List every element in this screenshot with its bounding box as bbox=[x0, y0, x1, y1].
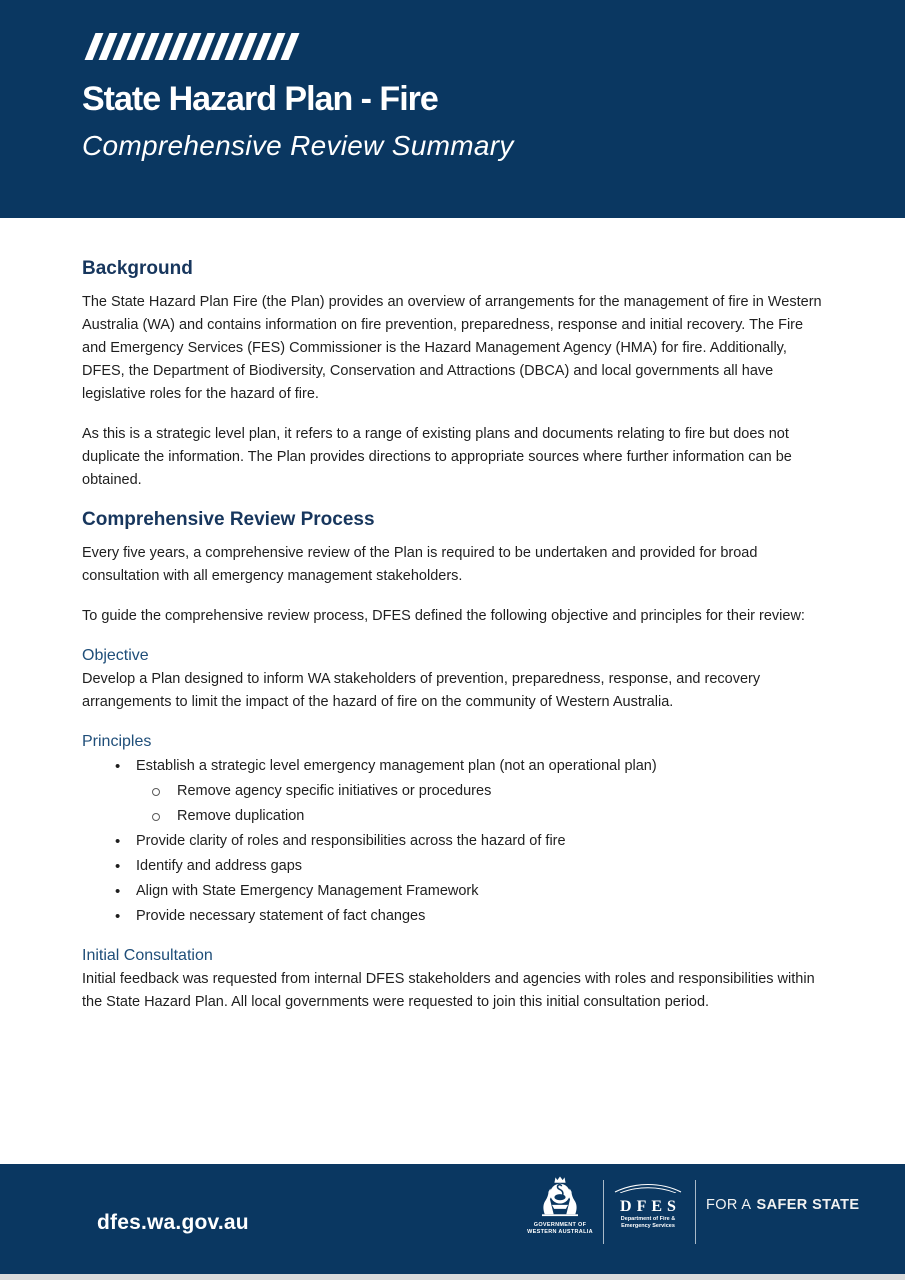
paragraph-review-1: Every five years, a comprehensive review of the Plan is required to be undertaken and provided for broad consultation with all emergency management stakeholders. bbox=[82, 545, 758, 584]
document-body bbox=[82, 244, 828, 1031]
principles-bullet-list bbox=[82, 755, 828, 928]
document-subtitle: Comprehensive Review Summary bbox=[82, 130, 514, 161]
dfes-caption: Department of Fire & Emergency Services bbox=[620, 1216, 676, 1229]
wa-crest-icon bbox=[533, 1176, 587, 1222]
paragraph-review-2: To guide the comprehensive review process, DFES defined the following objective and principles for their review: bbox=[82, 608, 805, 624]
footer-divider bbox=[695, 1180, 696, 1244]
paragraph-initial-consultation: Initial feedback was requested from internal DFES stakeholders and agencies with roles and responsibilities within the State Hazard Plan. All local governments were requested to join this initial consultation period. bbox=[82, 971, 815, 1010]
document-header bbox=[0, 0, 905, 218]
section-heading-background: Background bbox=[82, 258, 193, 279]
slashes-decoration-icon bbox=[90, 33, 300, 60]
sub-bullet-item: Remove duplication bbox=[82, 805, 828, 828]
section-heading-review-process: Comprehensive Review Process bbox=[82, 509, 375, 530]
document-title: State Hazard Plan - Fire bbox=[82, 80, 438, 118]
subsection-heading-objective: Objective bbox=[82, 647, 149, 664]
bullet-item: • Provide necessary statement of fact changes bbox=[82, 905, 828, 928]
paragraph-background-2: As this is a strategic level plan, it refers to a range of existing plans and documents relating to fire but does not duplicate the information. The Plan provides directions to appropriate sources where further information can be obtained. bbox=[82, 426, 792, 488]
bullet-item: • Establish a strategic level emergency management plan (not an operational plan) bbox=[82, 755, 828, 778]
sub-bullet-item: Remove agency specific initiatives or procedures bbox=[82, 780, 828, 803]
page-bottom-edge bbox=[0, 1274, 905, 1280]
footer-divider bbox=[603, 1180, 604, 1244]
wa-government-caption: GOVERNMENT OF WESTERN AUSTRALIA bbox=[527, 1222, 593, 1235]
subsection-heading-principles: Principles bbox=[82, 733, 152, 750]
wa-government-logo bbox=[527, 1176, 593, 1236]
bullet-item: • Identify and address gaps bbox=[82, 855, 828, 878]
dfes-arcs-icon bbox=[613, 1181, 683, 1193]
bullet-item: • Align with State Emergency Management Framework bbox=[82, 880, 828, 903]
bullet-item: • Provide clarity of roles and responsibilities across the hazard of fire bbox=[82, 830, 828, 853]
paragraph-background-1: The State Hazard Plan Fire (the Plan) provides an overview of arrangements for the management of fire in Western Australia (WA) and contains information on fire prevention, preparedness, response and initial recovery. The Fire and Emergency Services (FES) Commissioner is the Hazard Management Agency (HMA) for fire. Additionally, DFES, the Department of Biodiversity, Conservation and Attractions (DBCA) and local governments all have legislative roles for the hazard of fire. bbox=[82, 294, 822, 402]
paragraph-objective: Develop a Plan designed to inform WA stakeholders of prevention, preparedness, response, and recovery arrangements to limit the impact of the hazard of fire on the community of Western Australia. bbox=[82, 671, 761, 710]
dfes-wordmark: DFES bbox=[620, 1198, 681, 1215]
website-url: dfes.wa.gov.au bbox=[97, 1211, 249, 1234]
footer-tagline: FOR A SAFER STATE bbox=[706, 1197, 860, 1213]
subsection-heading-initial-consultation: Initial Consultation bbox=[82, 947, 213, 964]
document-footer bbox=[0, 1164, 905, 1274]
dfes-logo bbox=[611, 1180, 685, 1230]
